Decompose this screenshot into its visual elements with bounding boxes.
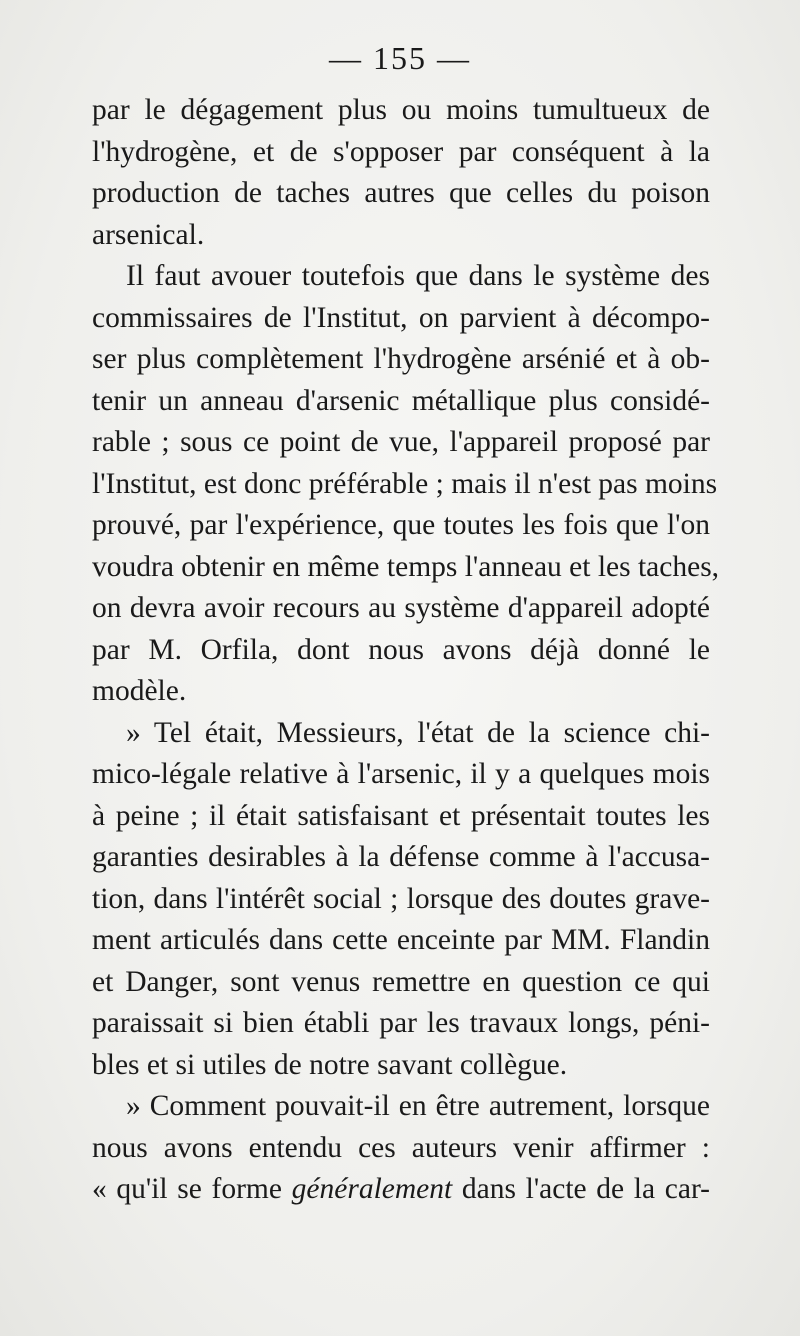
emphasized-word: généralement (291, 1173, 453, 1205)
text-line: modèle. (92, 675, 187, 707)
text-line: mico-légale relative à l'arsenic, il y a quelques mois (92, 758, 710, 790)
text-line: » Tel était, Messieurs, l'état de la science chi- (126, 716, 710, 749)
text-line: par M. Orfila, dont nous avons déjà donné le (92, 633, 710, 666)
text-line: et Danger, sont venus remettre en question ce qui (92, 965, 710, 998)
paragraph (92, 713, 710, 1087)
text-line: l'Institut, est donc préférable ; mais il n'est pas moins (92, 467, 718, 500)
text-line: Il faut avouer toutefois que dans le système des (126, 260, 710, 292)
text-line: tenir un anneau d'arsenic métallique plus considé- (92, 384, 710, 417)
text-line: ment articulés dans cette enceinte par MM. Flandin (92, 924, 710, 956)
text-line: ser plus complètement l'hydrogène arsénié et à ob- (92, 343, 710, 375)
text-line: rable ; sous ce point de vue, l'appareil proposé par (92, 426, 710, 458)
text-line: par le dégagement plus ou moins tumultueux de (92, 94, 710, 126)
text-line: bles et si utiles de notre savant collègue. (92, 1048, 568, 1081)
text-line: l'hydrogène, et de s'opposer par conséquent à la (92, 135, 710, 168)
text-line: production de taches autres que celles du poison (92, 177, 710, 209)
text-line (92, 1169, 710, 1211)
text-line: tion, dans l'intérêt social ; lorsque des doutes grave- (92, 882, 710, 915)
text-line: on devra avoir recours au système d'appareil adopté (92, 592, 710, 624)
text-segment: « qu'il se forme (92, 1173, 282, 1205)
text-line: prouvé, par l'expérience, que toutes les fois que l'on (92, 509, 710, 541)
paragraph (92, 1086, 710, 1211)
page-body (92, 90, 720, 1211)
text-line: nous avons entendu ces auteurs venir affirmer : (92, 1131, 710, 1164)
paragraph (92, 90, 710, 256)
text-line: » Comment pouvait-il en être autrement, lorsque (126, 1090, 710, 1122)
text-segment: dans l'acte de la car- (461, 1173, 711, 1205)
text-line: commissaires de l'Institut, on parvient à décompo- (92, 301, 710, 334)
text-line: voudra obtenir en même temps l'anneau et les taches, (92, 550, 720, 583)
page-number: — 155 — (329, 40, 471, 76)
text-line: garanties desirables à la défense comme à l'accusa- (92, 841, 710, 873)
text-line: arsenical. (92, 218, 205, 251)
paragraph (92, 256, 720, 713)
text-line: paraissait si bien établi par les travaux longs, péni- (92, 1007, 710, 1039)
text-line: à peine ; il était satisfaisant et présentait toutes les (92, 799, 710, 832)
